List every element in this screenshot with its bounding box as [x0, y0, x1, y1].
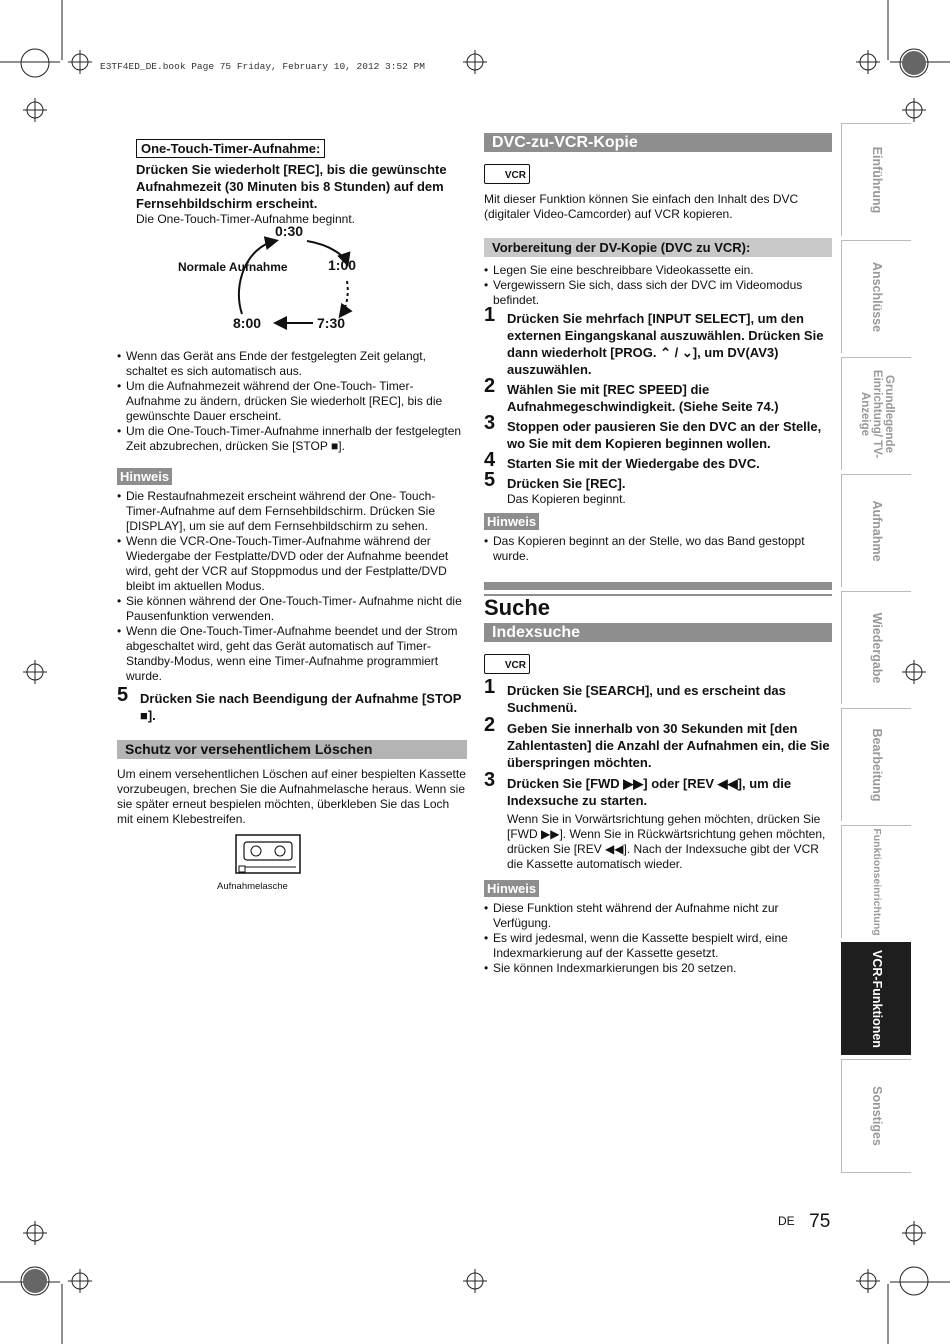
index-heading: Indexsuche: [484, 623, 832, 642]
list-item: • Diese Funktion steht während der Aufnahme nicht zur Verfügung.: [484, 901, 832, 931]
list-item: • Vergewissern Sie sich, dass sich der DVC im Videomodus befindet.: [484, 278, 832, 308]
otr-begins-text: Die One-Touch-Timer-Aufnahme beginnt.: [136, 212, 355, 226]
otr-bullets: [117, 349, 467, 454]
time-100: 1:00: [328, 257, 357, 273]
tab-funktionseinrichtung[interactable]: [841, 825, 911, 938]
timer-cycle-diagram: [117, 223, 467, 349]
list-item: • Um die Aufnahmezeit während der One-Touch- Timer-Aufnahme zu ändern, drücken Sie wiederholt [REC], bis die gewünschte Dauer erscheint.: [117, 379, 467, 424]
tab-label: Einführung: [869, 146, 884, 214]
list-item: • Das Kopieren beginnt an der Stelle, wo das Band gestoppt wurde.: [484, 534, 832, 564]
list-item: • Legen Sie eine beschreibbare Videokassette ein.: [484, 263, 832, 278]
step-number: 5: [117, 684, 129, 706]
step-text: Wählen Sie mit [REC SPEED] die Aufnahmegeschwindigkeit. (Siehe Seite 74.): [507, 382, 779, 414]
step-text: Drücken Sie [SEARCH], und es erscheint das Suchmenü.: [507, 683, 786, 715]
suche-title: Suche: [484, 595, 551, 620]
hinweis-label: Hinweis: [484, 880, 539, 897]
page-number: 75: [809, 1211, 831, 1232]
tab-label: Funktionseinrichtung: [870, 828, 883, 936]
step-subtext: Das Kopieren beginnt.: [507, 492, 626, 506]
hinweis-bullets: [117, 489, 467, 684]
page-footer: [778, 1211, 830, 1233]
tab-vcr-funktionen[interactable]: [841, 942, 911, 1055]
step-number: 1: [484, 304, 496, 326]
list-item: • Wenn die VCR-One-Touch-Timer-Aufnahme während der Wiedergabe der Festplatte/DVD oder der Aufnahme beendet wird, geht der VCR auf Stoppmodus und der Festplatte/DVD bleibt im aktuellen Modus.: [117, 534, 467, 594]
step-text: Drücken Sie [FWD ▶▶] oder [REV ◀◀], um die Indexsuche zu starten.: [507, 776, 792, 808]
list-item: • Sie können während der One-Touch-Timer- Aufnahme nicht die Pausenfunktion verwenden.: [117, 594, 467, 624]
prep-heading: Vorbereitung der DV-Kopie (DVC zu VCR):: [484, 238, 832, 257]
index-steps: [484, 676, 832, 872]
step-text: Geben Sie innerhalb von 30 Sekunden mit [den Zahlentasten] die Anzahl der Aufnahmen ein, die Sie überspringen möchten.: [507, 721, 830, 770]
schutz-text: Um einem versehentlichen Löschen auf einer bespielten Kassette vorzubeugen, brechen Sie die Aufnahmelasche heraus. Wenn sie sie später erneut bespielen möchten, überkleben Sie das Loch mit einem Klebestreifen.: [117, 767, 466, 826]
dvc-intro: Mit dieser Funktion können Sie einfach den Inhalt des DVC (digitaler Video-Camcorder) auf VCR kopieren.: [484, 192, 799, 221]
vcr-badge-label: VCR: [504, 170, 526, 181]
step-number: 3: [484, 412, 496, 434]
vcr-badge-icon: [484, 164, 530, 184]
list-item: • Wenn die One-Touch-Timer-Aufnahme beendet und der Strom abgeschaltet wird, geht das Gerät automatisch auf Timer-Standby-Modus, wenn eine Timer-Aufnahme programmiert wurde.: [117, 624, 467, 684]
tab-sonstiges[interactable]: [841, 1059, 911, 1173]
language-code: DE: [778, 1214, 795, 1228]
cassette-icon: [234, 833, 304, 877]
step-5-stop: [117, 684, 467, 724]
schutz-heading: Schutz vor versehentlichem Löschen: [117, 740, 467, 759]
step-text: Starten Sie mit der Wiedergabe des DVC.: [507, 456, 760, 471]
step-number: 2: [484, 375, 496, 397]
normal-recording-label: Normale Aufnahme: [178, 260, 288, 274]
dvc-step-4: [484, 449, 832, 472]
dvc-step-3: [484, 412, 832, 452]
right-column: [484, 133, 832, 976]
otr-instruction: Drücken Sie wiederholt [REC], bis die gewünschte Aufnahmezeit (30 Minuten bis 8 Stunden) auf dem Fernsehbildschirm erscheint.: [136, 162, 447, 211]
time-730: 7:30: [317, 315, 346, 331]
cassette-caption: Aufnahmelasche: [217, 881, 288, 892]
dvc-steps: [484, 304, 832, 507]
step-number: 2: [484, 714, 496, 736]
tab-label: Anschlüsse: [869, 261, 884, 333]
tab-anschluesse[interactable]: [841, 240, 911, 353]
timer-cycle-arrows: [117, 229, 467, 349]
index-notes: [484, 901, 832, 976]
step-text: Drücken Sie [REC].: [507, 476, 626, 491]
step-number: 3: [484, 769, 496, 791]
hinweis-label: Hinweis: [484, 513, 539, 530]
hinweis-label: Hinweis: [117, 468, 172, 485]
step-text: Drücken Sie mehrfach [INPUT SELECT], um den externen Eingangskanal auszuwählen. Drücken Sie dann wiederholt [PROG. ⌃ / ⌄], um DV(AV3) auszuwählen.: [507, 311, 824, 377]
step-number: 4: [484, 449, 496, 471]
index-step-2: [484, 714, 832, 771]
step-number: 5: [484, 469, 496, 491]
tab-label: Bearbeitung: [869, 728, 884, 802]
index-step-1: [484, 676, 832, 716]
tab-label: Aufnahme: [869, 500, 884, 562]
section-divider: [484, 582, 832, 596]
otr-label: One-Touch-Timer-Aufnahme:: [136, 139, 325, 158]
time-030: 0:30: [275, 223, 304, 239]
dvc-step-1: [484, 304, 832, 378]
step-number: 1: [484, 676, 496, 698]
tab-label: VCR-Funktionen: [869, 950, 884, 1048]
tab-label: Sonstiges: [869, 1086, 884, 1146]
dvc-notes: [484, 534, 832, 564]
tab-einfuehrung[interactable]: [841, 123, 911, 236]
index-step-3: [484, 769, 832, 872]
list-item: • Um die One-Touch-Timer-Aufnahme innerhalb der festgelegten Zeit abzubrechen, drücken Sie [STOP ■].: [117, 424, 467, 454]
cassette-figure: [117, 833, 467, 895]
vcr-badge-icon: [484, 654, 530, 674]
list-item: • Es wird jedesmal, wenn die Kassette bespielt wird, eine Indexmarkierung auf der Kassette gesetzt.: [484, 931, 832, 961]
tab-aufnahme[interactable]: [841, 474, 911, 587]
vcr-badge-label: VCR: [504, 660, 526, 671]
tab-wiedergabe[interactable]: [841, 591, 911, 704]
dvc-heading: DVC-zu-VCR-Kopie: [484, 133, 832, 152]
tab-label: Wiedergabe: [869, 612, 884, 684]
tab-grundlegende-einrichtung[interactable]: [841, 357, 911, 470]
file-info-header: E3TF4ED_DE.book Page 75 Friday, February 10, 2012 3:52 PM: [100, 61, 425, 72]
dvc-step-5: [484, 469, 832, 507]
tab-label: Grundlegende Einrichtung/ TV-Anzeige: [858, 369, 895, 459]
step-text: Drücken Sie nach Beendigung der Aufnahme [STOP ■].: [140, 691, 462, 723]
list-item: • Sie können Indexmarkierungen bis 20 setzen.: [484, 961, 832, 976]
tab-bearbeitung[interactable]: [841, 708, 911, 821]
left-column: [117, 139, 467, 895]
time-800: 8:00: [233, 315, 262, 331]
list-item: • Wenn das Gerät ans Ende der festgelegten Zeit gelangt, schaltet es sich automatisch aus.: [117, 349, 467, 379]
step-subtext: Wenn Sie in Vorwärtsrichtung gehen möchten, drücken Sie [FWD ▶▶]. Wenn Sie in Rückwärtsrichtung gehen möchten, drücken Sie [REV ◀◀]. Nach der Indexsuche gibt der VCR die Kassette automatisch wieder.: [507, 812, 826, 871]
prep-bullets: [484, 263, 832, 308]
step-text: Stoppen oder pausieren Sie den DVC an der Stelle, wo Sie mit dem Kopieren beginnen wollen.: [507, 419, 822, 451]
dvc-step-2: [484, 375, 832, 415]
list-item: • Die Restaufnahmezeit erscheint während der One- Touch-Timer-Aufnahme auf dem Fernsehbildschirm. Drücken Sie [DISPLAY], um sie auf dem Fernsehbildschirm zu sehen.: [117, 489, 467, 534]
